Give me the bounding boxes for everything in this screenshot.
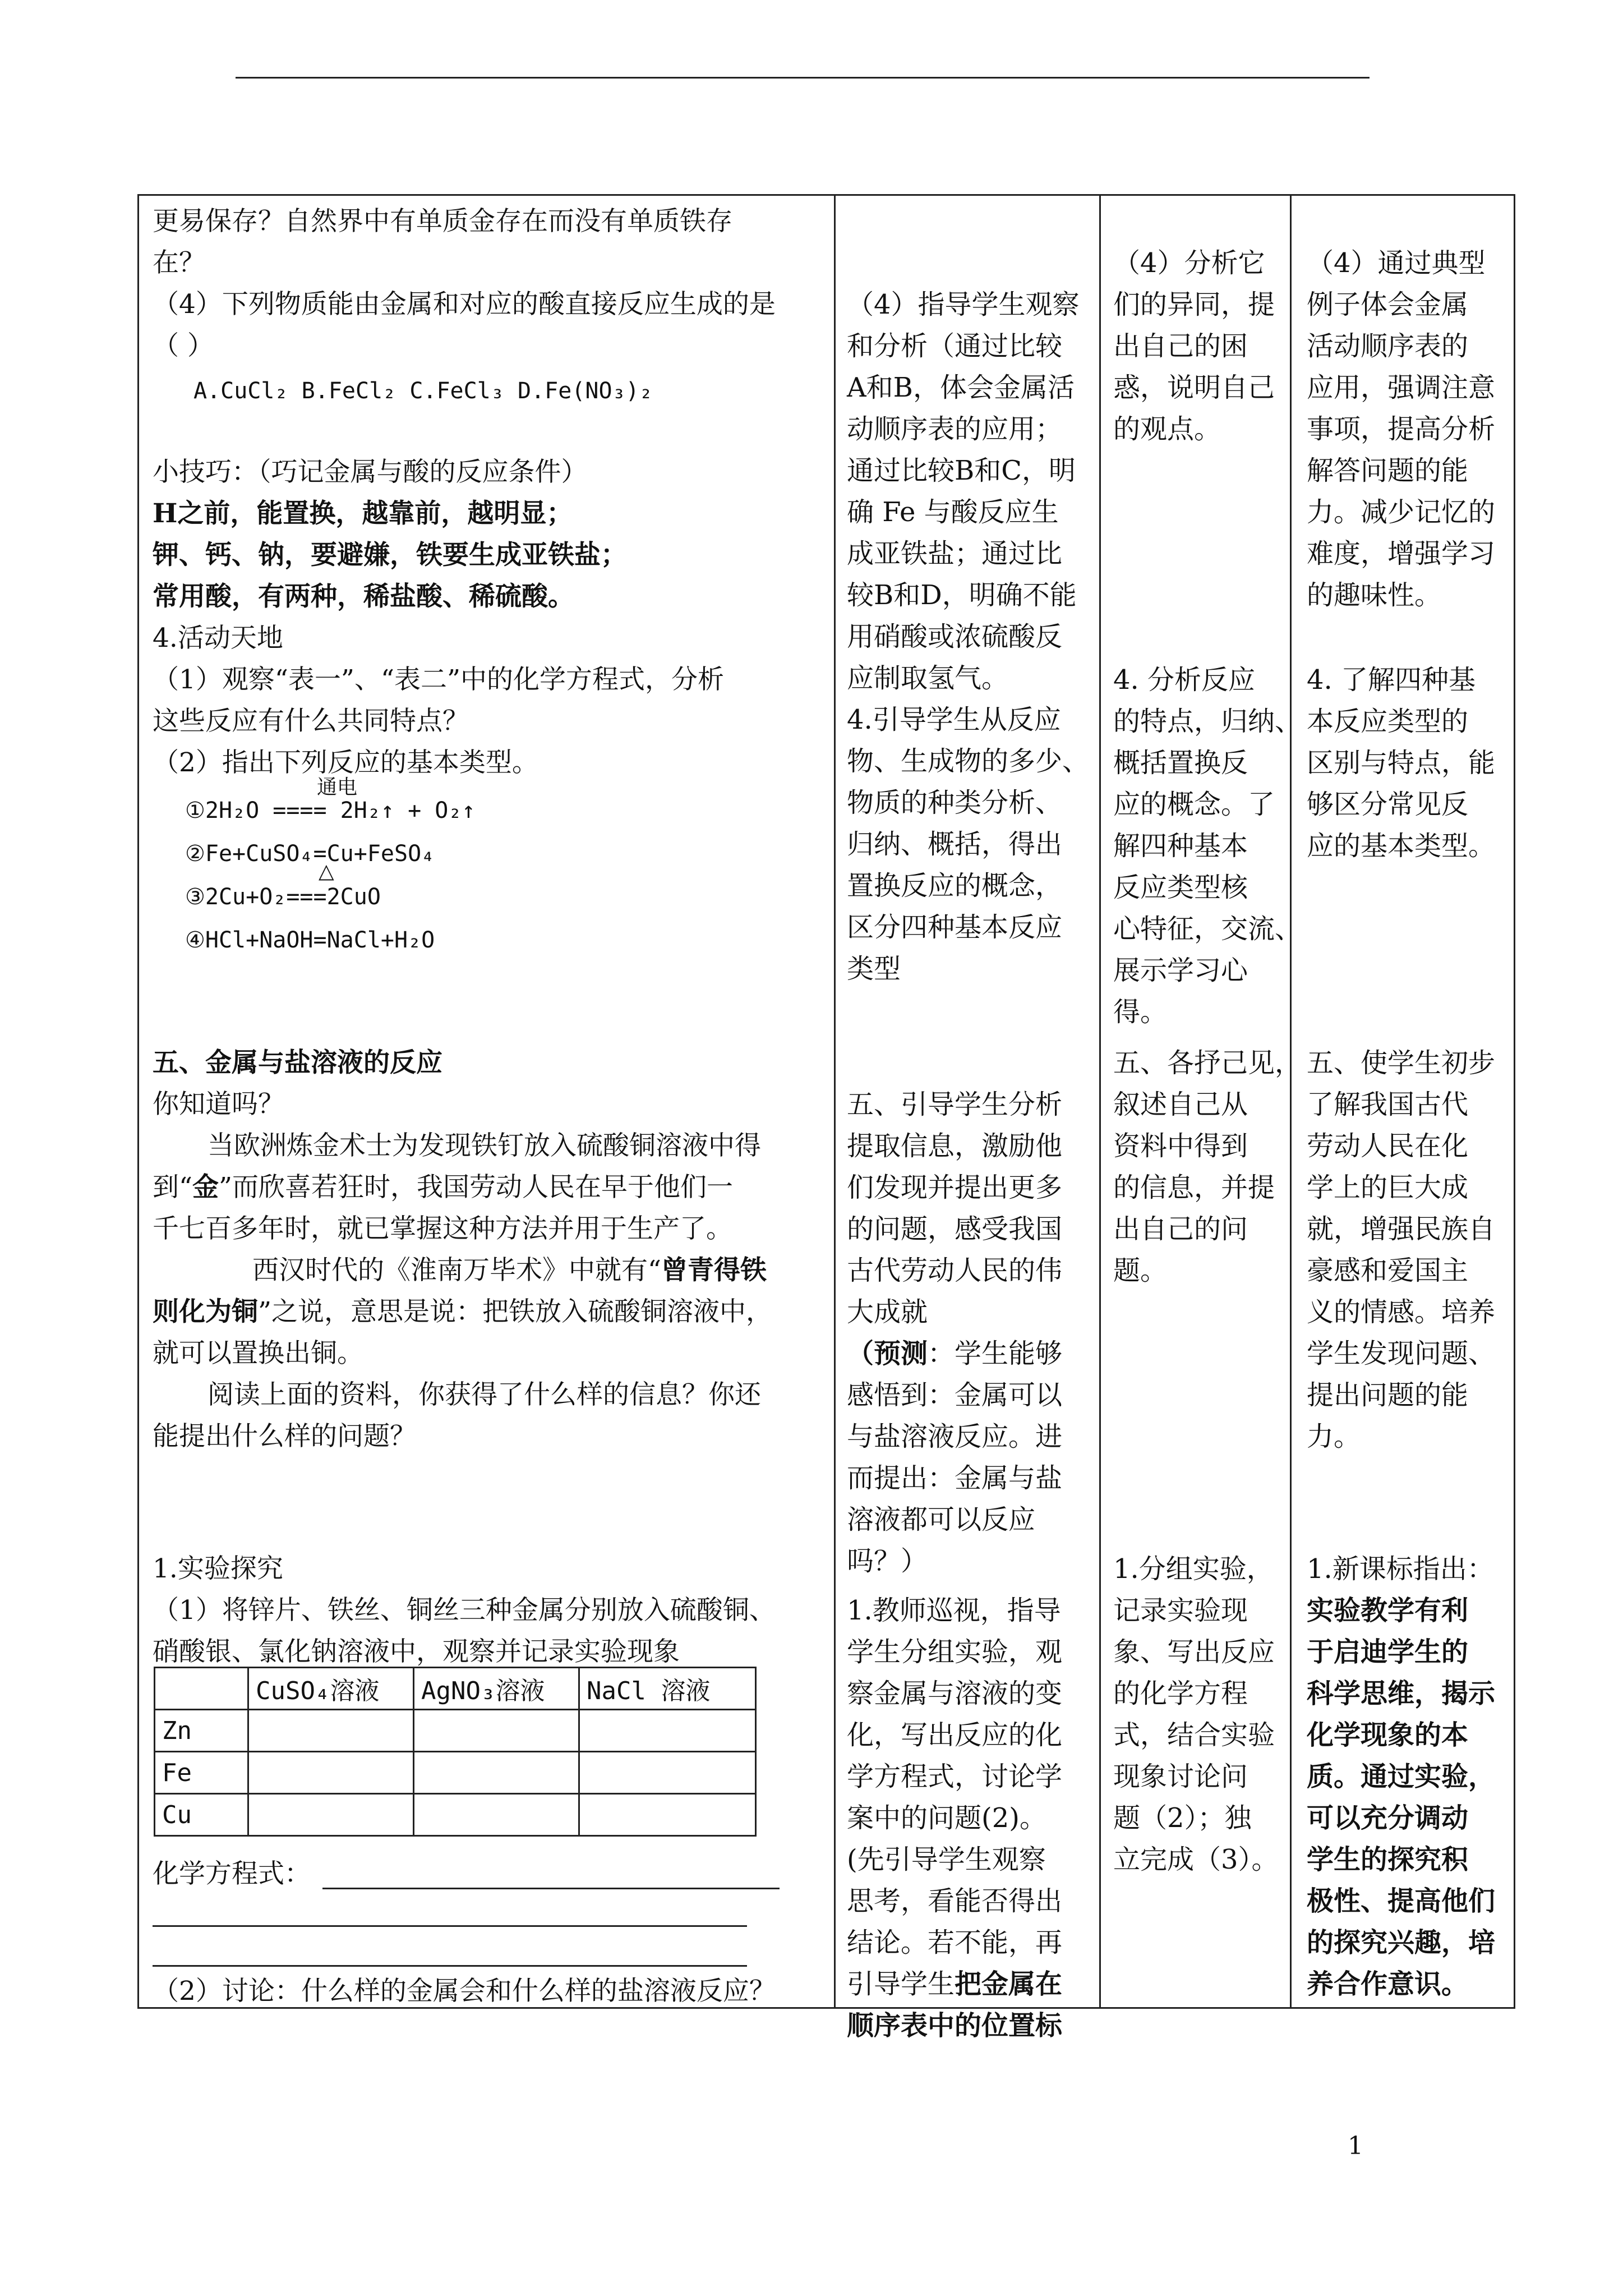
equation: ①2H₂O ==== 2H₂↑ + O₂↑ xyxy=(185,798,476,823)
experiment-table xyxy=(154,1667,757,1837)
tip-line: 常用酸，有两种，稀盐酸、稀硫酸。 xyxy=(153,581,574,612)
teacher-activity: 五、引导学生分析 提取信息，激励他 们发现并提出更多 的问题，感受我国 古代劳动人民的伟 大成就 xyxy=(847,1089,1063,1328)
activity-item: 这些反应有什么共同特点？ xyxy=(153,706,469,737)
table-cell[interactable] xyxy=(248,1752,414,1794)
section-title: 五、金属与盐溶液的反应 xyxy=(153,1047,442,1078)
teacher-activity: （4）指导学生观察 和分析（通过比较 A和B，体会金属活 动顺序表的应用； 通过比较B和C，明 确 Fe 与酸反应生 成亚铁盐；通过比 较B和D，明确不能 用硝酸或浓硫酸反 应制取氢气。 4.引导学生从反应 物、生成物的多少、 物质的种类分析、 归纳、概括，得出 置换反应的概念， 区分四种基本反应 类型 xyxy=(847,289,1090,984)
table-header: AgNO₃溶液 xyxy=(414,1668,579,1710)
tip-line: 钾、钙、钠，要避嫌，铁要生成亚铁盐； xyxy=(153,540,627,570)
activity-item: （1）观察“表一”、“表二”中的化学方程式，分析 xyxy=(153,664,725,695)
table-cell[interactable] xyxy=(414,1794,579,1836)
text-line: （1）将锌片、铁丝、铜丝三种金属分别放入硫酸铜、 xyxy=(153,1595,776,1626)
row-label: Cu xyxy=(155,1794,248,1836)
table-header xyxy=(155,1668,248,1710)
text-line: 就可以置换出铜。 xyxy=(153,1338,363,1369)
reaction-condition: 通电 xyxy=(317,776,358,799)
student-activity: 五、各抒己见， 叙述自己从 资料中得到 的信息，并提 出自己的问 题。 xyxy=(1113,1047,1302,1286)
table-cell[interactable] xyxy=(579,1710,756,1752)
teacher-activity: 1.教师巡视，指导 学生分组实验，观 察金属与溶液的变 化，写出反应的化 学方程式，讨论学 案中的问题(2)。 (先引导学生观察 思考，看能否得出 结论。若不能，再 引导学生把金属在 顺序表中的位置标 xyxy=(847,1595,1063,2041)
design-intent: 五、使学生初步 了解我国古代 劳动人民在化 学上的巨大成 就，增强民族自 豪感和爱国主 义的情感。培养 学生发现问题、 提出问题的能 力。 xyxy=(1307,1047,1496,1452)
reaction-condition: △ xyxy=(319,860,334,883)
table-cell[interactable] xyxy=(414,1752,579,1794)
equation: ②Fe+CuSO₄=Cu+FeSO₄ xyxy=(185,841,435,867)
text-line: 到“金”而欣喜若狂时，我国劳动人民在早于他们一 xyxy=(153,1172,734,1203)
equation: ③2Cu+O₂===2CuO xyxy=(185,884,381,910)
student-activity: （4）分析它 们的异同，提 出自己的困 惑，说明自己 的观点。 xyxy=(1113,247,1275,445)
discussion-question: （2）讨论：什么样的金属会和什么样的盐溶液反应？ xyxy=(153,1976,776,2007)
tip-line: H之前，能置换，越靠前，越明显； xyxy=(153,498,573,529)
table-row xyxy=(155,1794,756,1836)
row-label: Zn xyxy=(155,1710,248,1752)
answer-line[interactable] xyxy=(153,1925,747,1927)
text-line: 当欧洲炼金术士为发现铁钉放入硫酸铜溶液中得 xyxy=(208,1130,761,1161)
answer-line[interactable] xyxy=(322,1888,780,1889)
activity-title: 4.活动天地 xyxy=(153,623,283,654)
row-label: Fe xyxy=(155,1752,248,1794)
answer-line[interactable] xyxy=(153,1965,747,1967)
table-header: NaCl 溶液 xyxy=(579,1668,756,1710)
table-header-row xyxy=(155,1668,756,1710)
header-rule xyxy=(236,77,1370,79)
table-cell[interactable] xyxy=(579,1794,756,1836)
table-row xyxy=(155,1710,756,1752)
answer-blank: （ ） xyxy=(153,330,214,361)
text-line: 你知道吗？ xyxy=(153,1089,284,1120)
prediction: （预测：学生能够 感悟到：金属可以 与盐溶液反应。进 而提出：金属与盐 溶液都可以反应 吗？） xyxy=(847,1338,1063,1577)
text-line: 在？ xyxy=(153,247,205,278)
text-line: 更易保存？自然界中有单质金存在而没有单质铁存 xyxy=(153,206,732,237)
design-intent: 1.新课标指出： 实验教学有利 于启迪学生的 科学思维，揭示 化学现象的本 质。通过实验， 可以充分调动 学生的探究积 极性、提高他们 的探究兴趣，培 养合作意识。 xyxy=(1307,1553,1496,2000)
tip-title: 小技巧：（巧记金属与酸的反应条件） xyxy=(153,457,588,487)
question-4: （4）下列物质能由金属和对应的酸直接反应生成的是 xyxy=(153,289,776,320)
table-cell[interactable] xyxy=(414,1710,579,1752)
design-intent: （4）通过典型 例子体会金属 活动顺序表的 应用，强调注意 事项，提高分析 解答问题的能 力。减少记忆的 难度，增强学习 的趣味性。 xyxy=(1307,247,1496,611)
text-line: 硝酸银、氯化钠溶液中，观察并记录实验现象 xyxy=(153,1636,680,1667)
table-cell[interactable] xyxy=(248,1710,414,1752)
design-intent: 4. 了解四种基 本反应类型的 区别与特点，能 够区分常见反 应的基本类型。 xyxy=(1307,664,1496,862)
equation: ④HCl+NaOH=NaCl+H₂O xyxy=(185,927,435,953)
chem-eq-label: 化学方程式： xyxy=(153,1858,311,1889)
table-cell[interactable] xyxy=(579,1752,756,1794)
table-row xyxy=(155,1752,756,1794)
text-line: 阅读上面的资料，你获得了什么样的信息？你还 xyxy=(208,1379,761,1410)
page-number: 1 xyxy=(1348,2132,1363,2160)
table-header: CuSO₄溶液 xyxy=(248,1668,414,1710)
activity-item: （2）指出下列反应的基本类型。 xyxy=(153,747,538,778)
text-line: 千七百多年时，就已掌握这种方法并用于生产了。 xyxy=(153,1213,732,1244)
student-activity: 4. 分析反应 的特点，归纳、 概括置换反 应的概念。了 解四种基本 反应类型核 心特征，交流、 展示学习心 得。 xyxy=(1113,664,1302,1028)
text-line: 能提出什么样的问题？ xyxy=(153,1421,416,1452)
column-divider xyxy=(1099,194,1101,2009)
experiment-title: 1.实验探究 xyxy=(153,1553,283,1584)
text-line: 西汉时代的《淮南万毕术》中就有“曾青得铁 xyxy=(252,1255,767,1286)
answer-options: A.CuCl₂ B.FeCl₂ C.FeCl₃ D.Fe(NO₃)₂ xyxy=(193,378,653,404)
student-activity: 1.分组实验， 记录实验现 象、写出反应 的化学方程 式，结合实验 现象讨论问 题（2）；独 立完成（3）。 xyxy=(1113,1553,1279,1875)
table-cell[interactable] xyxy=(248,1794,414,1836)
column-divider xyxy=(834,194,836,2009)
text-line: 则化为铜”之说，意思是说：把铁放入硫酸铜溶液中， xyxy=(153,1296,773,1327)
